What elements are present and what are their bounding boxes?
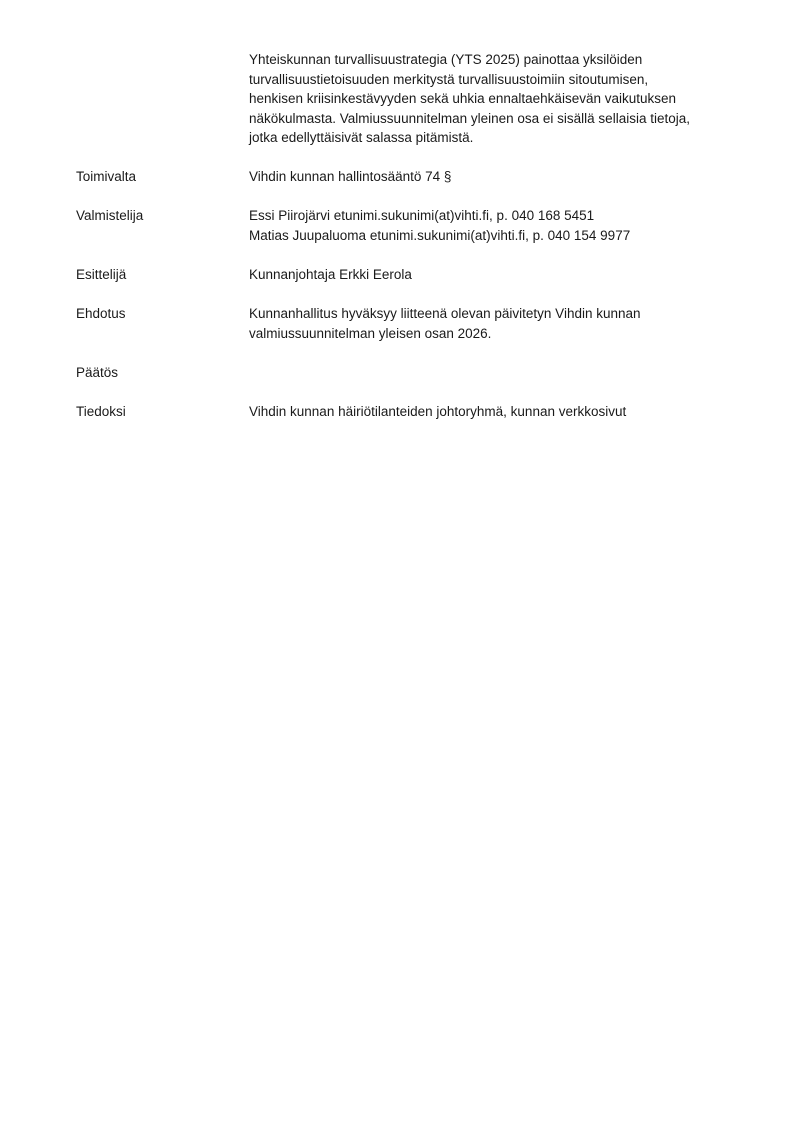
intro-line: Yhteiskunnan turvallisuustrategia (YTS 2025) painottaa yksilöiden [249,52,643,67]
field-value [249,265,756,285]
field-value-line: Vihdin kunnan hallintosääntö 74 § [249,169,452,184]
intro-line: jotka edellyttäisivät salassa pitämistä. [249,130,474,145]
field-label: Toimivalta [76,169,137,184]
proposal-line: valmiussuunnitelman yleisen osan 2026. [249,325,492,341]
field-label: Valmistelija [76,208,144,223]
field-label: Esittelijä [76,267,127,282]
field-value [249,167,756,187]
field-value-line: Kunnanjohtaja Erkki Eerola [249,267,412,282]
field-esittelija [76,265,756,285]
field-value-line: Vihdin kunnan häiriötilanteiden johtoryhmä, kunnan verkkosivut [249,404,627,419]
field-label: Tiedoksi [76,404,126,419]
field-tiedoksi [76,402,756,422]
field-value [249,402,756,422]
field-value [249,206,756,245]
field-value [249,363,756,383]
intro-line: näkökulmasta. Valmiussuunnitelman yleinen osa ei sisällä sellaisia tietoja, [249,110,690,126]
intro-line: henkisen kriisinkestävyyden sekä uhkia ennaltaehkäisevän vaikutuksen [249,91,677,106]
field-label: Ehdotus [76,306,126,321]
proposal-line: Kunnanhallitus hyväksyy liitteenä olevan päivitetyn Vihdin kunnan [249,306,641,321]
field-valmistelija [76,206,756,245]
field-label: Päätös [76,365,119,380]
preparer-line: Essi Piirojärvi etunimi.sukunimi(at)vihti.fi, p. 040 168 5451 [249,208,595,223]
field-paatos [76,363,756,383]
intro-line: turvallisuustietoisuuden merkitystä turvallisuustoimiin sitoutumisen, [249,71,649,87]
field-ehdotus [76,304,756,343]
intro-paragraph [249,50,749,148]
field-toimivalta [76,167,756,187]
preparer-line: Matias Juupaluoma etunimi.sukunimi(at)vihti.fi, p. 040 154 9977 [249,227,631,243]
field-value [249,304,756,343]
